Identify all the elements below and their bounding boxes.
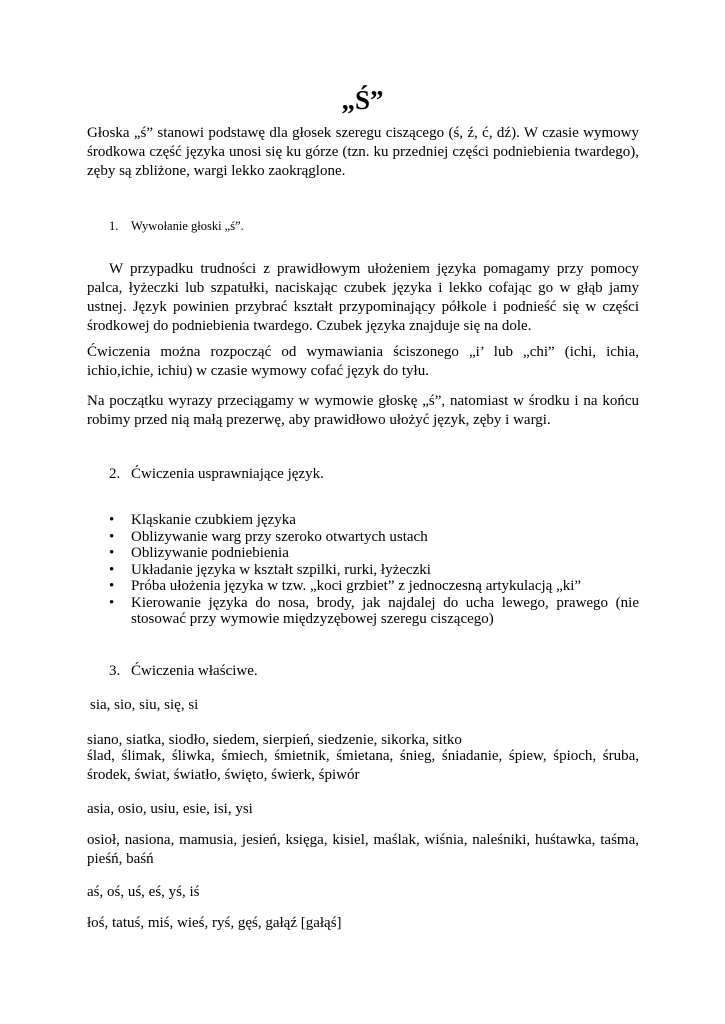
intro-paragraph: Głoska „ś” stanowi podstawę dla głosek szeregu ciszącego (ś, ź, ć, dź). W czasie wymowy środkowa część języka unosi się ku górze (tzn. ku przedniej części podniebienia twardego), zęby są zbliżone, wargi lekko zaokrąglone. bbox=[87, 125, 639, 179]
bullet-icon: • bbox=[109, 512, 115, 528]
bullet-icon: • bbox=[109, 578, 115, 594]
bullet-item: • Kierowanie języka do nosa, brody, jak najdalej do ucha lewego, prawego (nie stosować przy wymowie międzyzębowej szeregu ciszącego) bbox=[109, 594, 639, 627]
bullet-item: • Próba ułożenia języka w tzw. „koci grzbiet” z jednoczesną artykulacją „ki” bbox=[109, 578, 582, 594]
page-title: „Ś” bbox=[341, 85, 384, 115]
words-final: łoś, tatuś, miś, wieś, ryś, gęś, gałąź [gałąś] bbox=[87, 915, 342, 931]
section-3-number: 3. bbox=[109, 663, 121, 679]
bullet-item: • Kląskanie czubkiem języka bbox=[109, 512, 296, 528]
words-initial-si: siano, siatka, siodło, siedem, sierpień, siedzenie, sikorka, sitko bbox=[87, 732, 462, 748]
section-3-heading bbox=[109, 662, 509, 681]
paragraph-1: W przypadku trudności z prawidłowym ułożeniem języka pomagamy przy pomocy palca, łyżeczki lub szpatułki, naciskając czubek języka i lekko cofając go w głąb jamy ustnej. Język powinien przybrać kształt przypominający półkole i podnieść się w części środkowej do podniebienia twardego. Czubek języka znajduje się na dole. bbox=[87, 261, 639, 334]
section-3-title: Ćwiczenia właściwe. bbox=[131, 663, 258, 679]
words-medial: osioł, nasiona, mamusia, jesień, księga, kisiel, maślak, wiśnia, naleśniki, huśtawka, taśma, pieśń, baśń bbox=[87, 832, 639, 867]
bullet-item: • Układanie języka w kształt szpilki, rurki, łyżeczki bbox=[109, 561, 431, 578]
syllables-medial: asia, osio, usiu, esie, isi, ysi bbox=[87, 801, 253, 817]
section-1-title: Wywołanie głoski „ś”. bbox=[131, 219, 244, 233]
section-2-heading bbox=[109, 465, 509, 484]
bullet-icon: • bbox=[109, 528, 115, 545]
bullet-item: • Oblizywanie podniebienia bbox=[109, 545, 289, 561]
section-1-heading bbox=[109, 218, 509, 234]
exercise-bullet-list bbox=[109, 512, 639, 628]
section-2-number: 2. bbox=[109, 466, 121, 482]
bullet-icon: • bbox=[109, 561, 115, 578]
syllables-final: aś, oś, uś, eś, yś, iś bbox=[87, 884, 200, 900]
section-1-number: 1. bbox=[109, 219, 119, 233]
paragraph-3: Na początku wyrazy przeciągamy w wymowie głoskę „ś”, natomiast w środku i na końcu robimy przed nią małą prezerwę, aby prawidłowo ułożyć język, zęby i wargi. bbox=[87, 393, 639, 428]
bullet-item: • Oblizywanie warg przy szeroko otwartych ustach bbox=[109, 528, 428, 545]
section-2-title: Ćwiczenia usprawniające język. bbox=[131, 466, 324, 482]
bullet-icon: • bbox=[109, 594, 115, 611]
syllables-initial: sia, sio, siu, się, si bbox=[90, 697, 199, 713]
paragraph-2: Ćwiczenia można rozpocząć od wymawiania ściszonego „i’ lub „chi” (ichi, ichia, ichio,ichie, ichiu) w czasie wymowy cofać język do tyłu. bbox=[87, 344, 639, 379]
bullet-icon: • bbox=[109, 545, 115, 561]
words-initial-s: ślad, ślimak, śliwka, śmiech, śmietnik, śmietana, śnieg, śniadanie, śpiew, śpioch, śruba, środek, świat, światło, święto, świerk, śpiwór bbox=[87, 748, 639, 783]
